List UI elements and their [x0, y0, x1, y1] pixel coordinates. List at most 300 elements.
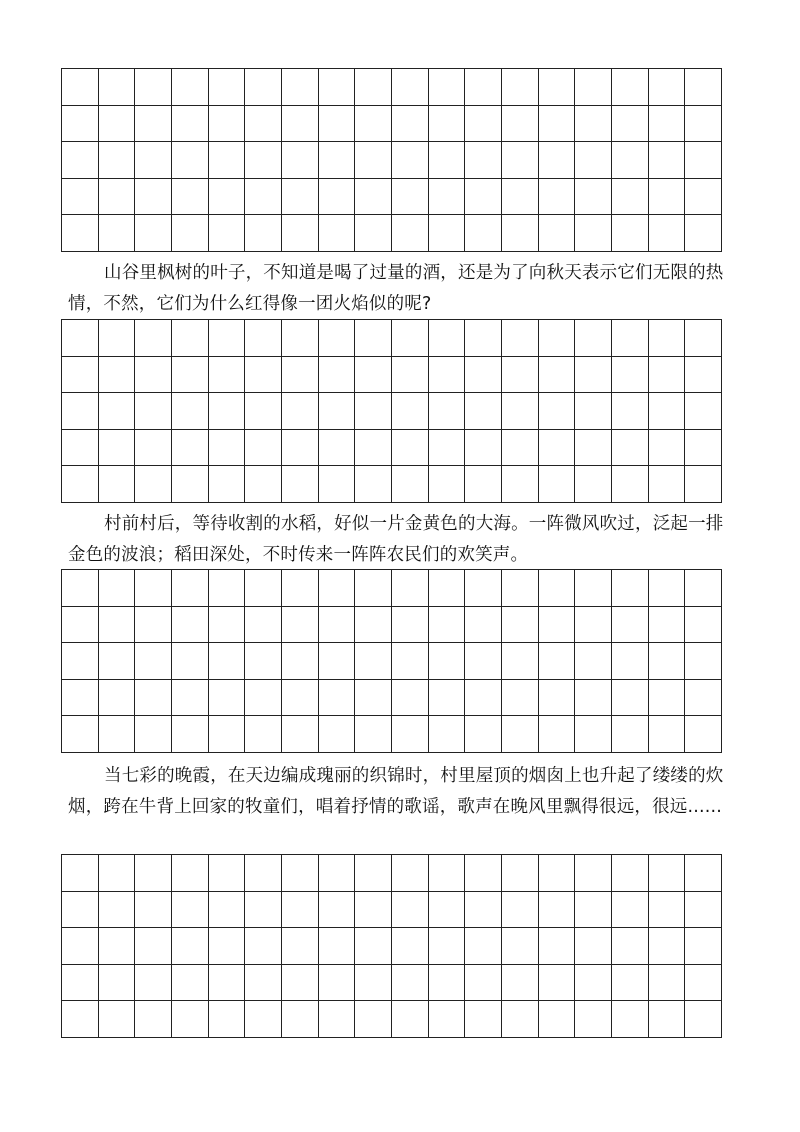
grid-cell: [245, 320, 282, 357]
grid-cell: [209, 142, 246, 179]
grid-cell: [135, 607, 172, 644]
grid-cell: [135, 320, 172, 357]
grid-cell: [465, 320, 502, 357]
grid-cell: [282, 607, 319, 644]
grid-cell: [319, 142, 356, 179]
grid-cell: [502, 430, 539, 467]
grid-cell: [99, 142, 136, 179]
grid-cell: [465, 106, 502, 143]
grid-cell: [612, 357, 649, 394]
grid-cell: [282, 69, 319, 106]
grid-cell: [575, 928, 612, 965]
grid-cell: [209, 965, 246, 1002]
grid-cell: [209, 179, 246, 216]
grid-cell: [429, 892, 466, 929]
grid-cell: [465, 179, 502, 216]
grid-cell: [392, 928, 429, 965]
grid-cell: [502, 320, 539, 357]
grid-cell: [355, 607, 392, 644]
grid-cell: [245, 716, 282, 753]
grid-cell: [209, 320, 246, 357]
grid-cell: [649, 320, 686, 357]
grid-cell: [685, 892, 722, 929]
grid-cell: [135, 215, 172, 252]
grid-cell: [319, 320, 356, 357]
grid-cell: [685, 393, 722, 430]
grid-cell: [319, 69, 356, 106]
grid-cell: [685, 643, 722, 680]
grid-cell: [392, 855, 429, 892]
grid-cell: [209, 106, 246, 143]
grid-cell: [575, 965, 612, 1002]
grid-cell: [282, 680, 319, 717]
grid-cell: [392, 965, 429, 1002]
grid-cell: [99, 357, 136, 394]
grid-cell: [99, 716, 136, 753]
grid-cell: [429, 142, 466, 179]
grid-cell: [135, 680, 172, 717]
grid-cell: [612, 607, 649, 644]
grid-cell: [612, 1001, 649, 1038]
grid-cell: [502, 892, 539, 929]
grid-cell: [282, 142, 319, 179]
writing-grid-1: [61, 68, 722, 252]
grid-cell: [612, 393, 649, 430]
grid-cell: [612, 716, 649, 753]
grid-cell: [245, 1001, 282, 1038]
grid-cell: [685, 716, 722, 753]
grid-cell: [99, 570, 136, 607]
grid-cell: [319, 215, 356, 252]
grid-cell: [502, 357, 539, 394]
grid-cell: [502, 1001, 539, 1038]
grid-cell: [392, 1001, 429, 1038]
grid-cell: [465, 643, 502, 680]
grid-cell: [429, 570, 466, 607]
grid-cell: [429, 430, 466, 467]
grid-cell: [172, 1001, 209, 1038]
grid-cell: [575, 892, 612, 929]
grid-cell: [172, 142, 209, 179]
grid-cell: [429, 320, 466, 357]
grid-cell: [649, 855, 686, 892]
grid-cell: [135, 965, 172, 1002]
grid-cell: [209, 855, 246, 892]
grid-cell: [282, 179, 319, 216]
grid-cell: [355, 142, 392, 179]
grid-cell: [99, 106, 136, 143]
grid-cell: [392, 69, 429, 106]
grid-cell: [502, 928, 539, 965]
paragraph-2: 村前村后，等待收割的水稻，好似一片金黄色的大海。一阵微风吹过，泛起一排金色的波浪；稻田深处，不时传来一阵阵农民们的欢笑声。: [68, 514, 724, 565]
grid-cell: [539, 570, 576, 607]
grid-cell: [62, 965, 99, 1002]
grid-cell: [612, 892, 649, 929]
grid-cell: [575, 106, 612, 143]
grid-cell: [392, 466, 429, 503]
grid-cell: [685, 928, 722, 965]
grid-cell: [209, 393, 246, 430]
grid-cell: [209, 466, 246, 503]
grid-cell: [245, 570, 282, 607]
grid-cell: [282, 466, 319, 503]
grid-cell: [355, 928, 392, 965]
grid-cell: [319, 393, 356, 430]
grid-cell: [685, 466, 722, 503]
grid-cell: [355, 320, 392, 357]
grid-cell: [465, 928, 502, 965]
grid-cell: [685, 965, 722, 1002]
grid-cell: [392, 106, 429, 143]
grid-cell: [355, 965, 392, 1002]
grid-cell: [245, 466, 282, 503]
paragraph-3: 当七彩的晚霞，在天边编成瑰丽的织锦时，村里屋顶的烟囱上也升起了缕缕的炊烟，跨在牛背上回家的牧童们，唱着抒情的歌谣，歌声在晚风里飘得很远，很远......: [68, 766, 724, 817]
grid-cell: [575, 357, 612, 394]
grid-cell: [355, 855, 392, 892]
grid-cell: [245, 607, 282, 644]
grid-cell: [282, 855, 319, 892]
grid-cell: [392, 607, 429, 644]
grid-cell: [465, 357, 502, 394]
grid-cell: [172, 928, 209, 965]
grid-cell: [62, 142, 99, 179]
grid-cell: [429, 179, 466, 216]
grid-cell: [429, 965, 466, 1002]
grid-cell: [209, 643, 246, 680]
grid-cell: [355, 106, 392, 143]
grid-cell: [539, 179, 576, 216]
grid-cell: [245, 430, 282, 467]
grid-cell: [685, 179, 722, 216]
grid-cell: [649, 643, 686, 680]
grid-cell: [539, 106, 576, 143]
grid-cell: [209, 69, 246, 106]
grid-cell: [99, 393, 136, 430]
grid-cell: [245, 393, 282, 430]
grid-cell: [282, 430, 319, 467]
grid-cell: [575, 855, 612, 892]
grid-cell: [135, 393, 172, 430]
grid-cell: [649, 607, 686, 644]
grid-cell: [282, 215, 319, 252]
grid-cell: [465, 1001, 502, 1038]
grid-cell: [539, 1001, 576, 1038]
grid-cell: [172, 357, 209, 394]
grid-cell: [319, 965, 356, 1002]
grid-cell: [649, 570, 686, 607]
grid-cell: [319, 430, 356, 467]
grid-cell: [319, 607, 356, 644]
grid-cell: [392, 892, 429, 929]
grid-cell: [612, 320, 649, 357]
grid-cell: [355, 643, 392, 680]
grid-cell: [502, 570, 539, 607]
grid-cell: [649, 215, 686, 252]
grid-cell: [575, 320, 612, 357]
grid-cell: [429, 393, 466, 430]
grid-cell: [392, 357, 429, 394]
grid-cell: [649, 892, 686, 929]
grid-cell: [392, 393, 429, 430]
grid-cell: [612, 643, 649, 680]
grid-cell: [99, 320, 136, 357]
grid-cell: [172, 466, 209, 503]
grid-cell: [649, 716, 686, 753]
grid-cell: [172, 320, 209, 357]
grid-cell: [319, 892, 356, 929]
grid-cell: [282, 357, 319, 394]
grid-cell: [245, 179, 282, 216]
grid-cell: [62, 716, 99, 753]
grid-cell: [355, 357, 392, 394]
grid-cell: [172, 680, 209, 717]
grid-cell: [62, 215, 99, 252]
grid-cell: [392, 320, 429, 357]
grid-cell: [172, 179, 209, 216]
grid-cell: [245, 357, 282, 394]
grid-cell: [135, 106, 172, 143]
grid-cell: [135, 1001, 172, 1038]
grid-cell: [502, 607, 539, 644]
grid-cell: [502, 106, 539, 143]
grid-cell: [392, 142, 429, 179]
grid-cell: [355, 680, 392, 717]
grid-cell: [465, 716, 502, 753]
grid-cell: [62, 570, 99, 607]
grid-cell: [319, 680, 356, 717]
grid-cell: [539, 928, 576, 965]
grid-cell: [539, 855, 576, 892]
grid-cell: [355, 430, 392, 467]
grid-cell: [172, 965, 209, 1002]
grid-cell: [539, 320, 576, 357]
grid-cell: [99, 430, 136, 467]
grid-cell: [319, 716, 356, 753]
grid-cell: [465, 965, 502, 1002]
grid-cell: [99, 179, 136, 216]
grid-cell: [282, 965, 319, 1002]
grid-cell: [245, 69, 282, 106]
grid-cell: [612, 965, 649, 1002]
grid-cell: [612, 215, 649, 252]
grid-cell: [135, 643, 172, 680]
grid-cell: [319, 106, 356, 143]
grid-cell: [539, 357, 576, 394]
grid-cell: [539, 680, 576, 717]
grid-cell: [172, 393, 209, 430]
grid-cell: [539, 716, 576, 753]
writing-grid-2: [61, 319, 722, 503]
grid-cell: [539, 466, 576, 503]
grid-cell: [172, 607, 209, 644]
grid-cell: [282, 106, 319, 143]
grid-cell: [282, 570, 319, 607]
grid-cell: [355, 716, 392, 753]
grid-cell: [355, 393, 392, 430]
grid-cell: [355, 892, 392, 929]
grid-cell: [392, 215, 429, 252]
grid-cell: [355, 466, 392, 503]
grid-cell: [135, 142, 172, 179]
grid-cell: [209, 357, 246, 394]
grid-cell: [465, 393, 502, 430]
grid-cell: [502, 179, 539, 216]
grid-cell: [649, 357, 686, 394]
grid-cell: [649, 142, 686, 179]
grid-cell: [612, 142, 649, 179]
grid-cell: [429, 106, 466, 143]
grid-cell: [319, 928, 356, 965]
grid-cell: [319, 1001, 356, 1038]
grid-cell: [502, 716, 539, 753]
grid-cell: [649, 179, 686, 216]
grid-cell: [245, 928, 282, 965]
grid-cell: [319, 643, 356, 680]
grid-cell: [209, 1001, 246, 1038]
grid-cell: [99, 607, 136, 644]
grid-cell: [685, 1001, 722, 1038]
grid-cell: [99, 1001, 136, 1038]
grid-cell: [99, 466, 136, 503]
grid-cell: [62, 430, 99, 467]
grid-cell: [245, 106, 282, 143]
grid-cell: [245, 142, 282, 179]
grid-cell: [575, 69, 612, 106]
grid-cell: [612, 570, 649, 607]
grid-cell: [135, 716, 172, 753]
grid-cell: [575, 680, 612, 717]
grid-cell: [209, 716, 246, 753]
grid-cell: [465, 855, 502, 892]
grid-cell: [685, 69, 722, 106]
grid-cell: [612, 69, 649, 106]
grid-cell: [99, 892, 136, 929]
grid-cell: [685, 570, 722, 607]
grid-cell: [99, 69, 136, 106]
grid-cell: [612, 466, 649, 503]
grid-cell: [209, 215, 246, 252]
grid-cell: [99, 680, 136, 717]
grid-cell: [465, 892, 502, 929]
grid-cell: [392, 680, 429, 717]
grid-cell: [355, 179, 392, 216]
grid-cell: [99, 928, 136, 965]
grid-cell: [355, 69, 392, 106]
grid-cell: [319, 357, 356, 394]
grid-cell: [429, 855, 466, 892]
grid-cell: [99, 643, 136, 680]
grid-cell: [465, 430, 502, 467]
grid-cell: [612, 179, 649, 216]
grid-cell: [539, 607, 576, 644]
grid-cell: [575, 430, 612, 467]
grid-cell: [172, 106, 209, 143]
grid-cell: [99, 965, 136, 1002]
writing-grid-4: [61, 854, 722, 1038]
grid-cell: [575, 570, 612, 607]
grid-cell: [465, 680, 502, 717]
grid-cell: [62, 855, 99, 892]
grid-cell: [62, 106, 99, 143]
grid-cell: [685, 607, 722, 644]
grid-cell: [685, 142, 722, 179]
grid-cell: [539, 965, 576, 1002]
grid-cell: [319, 179, 356, 216]
grid-cell: [282, 643, 319, 680]
grid-cell: [62, 892, 99, 929]
grid-cell: [172, 855, 209, 892]
grid-cell: [245, 680, 282, 717]
grid-cell: [282, 320, 319, 357]
grid-cell: [209, 928, 246, 965]
grid-cell: [575, 607, 612, 644]
grid-cell: [245, 965, 282, 1002]
grid-cell: [282, 892, 319, 929]
grid-cell: [62, 393, 99, 430]
grid-cell: [62, 466, 99, 503]
grid-cell: [355, 1001, 392, 1038]
grid-cell: [502, 466, 539, 503]
grid-cell: [172, 570, 209, 607]
grid-cell: [575, 179, 612, 216]
grid-cell: [465, 69, 502, 106]
grid-cell: [209, 430, 246, 467]
grid-cell: [99, 215, 136, 252]
grid-cell: [502, 142, 539, 179]
grid-cell: [282, 928, 319, 965]
grid-cell: [575, 643, 612, 680]
grid-cell: [465, 466, 502, 503]
grid-cell: [245, 892, 282, 929]
grid-cell: [429, 643, 466, 680]
paragraph-1: 山谷里枫树的叶子，不知道是喝了过量的酒，还是为了向秋天表示它们无限的热情，不然，它们为什么红得像一团火焰似的呢?: [68, 263, 724, 314]
grid-cell: [209, 680, 246, 717]
grid-cell: [135, 928, 172, 965]
grid-cell: [575, 1001, 612, 1038]
grid-cell: [392, 570, 429, 607]
grid-cell: [465, 142, 502, 179]
grid-cell: [62, 179, 99, 216]
grid-cell: [539, 215, 576, 252]
grid-cell: [319, 855, 356, 892]
grid-cell: [62, 357, 99, 394]
grid-cell: [649, 69, 686, 106]
grid-cell: [172, 716, 209, 753]
grid-cell: [649, 680, 686, 717]
grid-cell: [539, 69, 576, 106]
grid-cell: [392, 643, 429, 680]
grid-cell: [649, 1001, 686, 1038]
grid-cell: [172, 430, 209, 467]
grid-cell: [685, 855, 722, 892]
grid-cell: [355, 570, 392, 607]
grid-cell: [429, 1001, 466, 1038]
grid-cell: [429, 928, 466, 965]
grid-cell: [502, 215, 539, 252]
grid-cell: [172, 69, 209, 106]
grid-cell: [612, 855, 649, 892]
grid-cell: [99, 855, 136, 892]
grid-cell: [62, 69, 99, 106]
grid-cell: [319, 466, 356, 503]
grid-cell: [245, 215, 282, 252]
grid-cell: [685, 430, 722, 467]
grid-cell: [649, 393, 686, 430]
grid-cell: [502, 69, 539, 106]
grid-cell: [685, 215, 722, 252]
grid-cell: [62, 680, 99, 717]
grid-cell: [465, 215, 502, 252]
